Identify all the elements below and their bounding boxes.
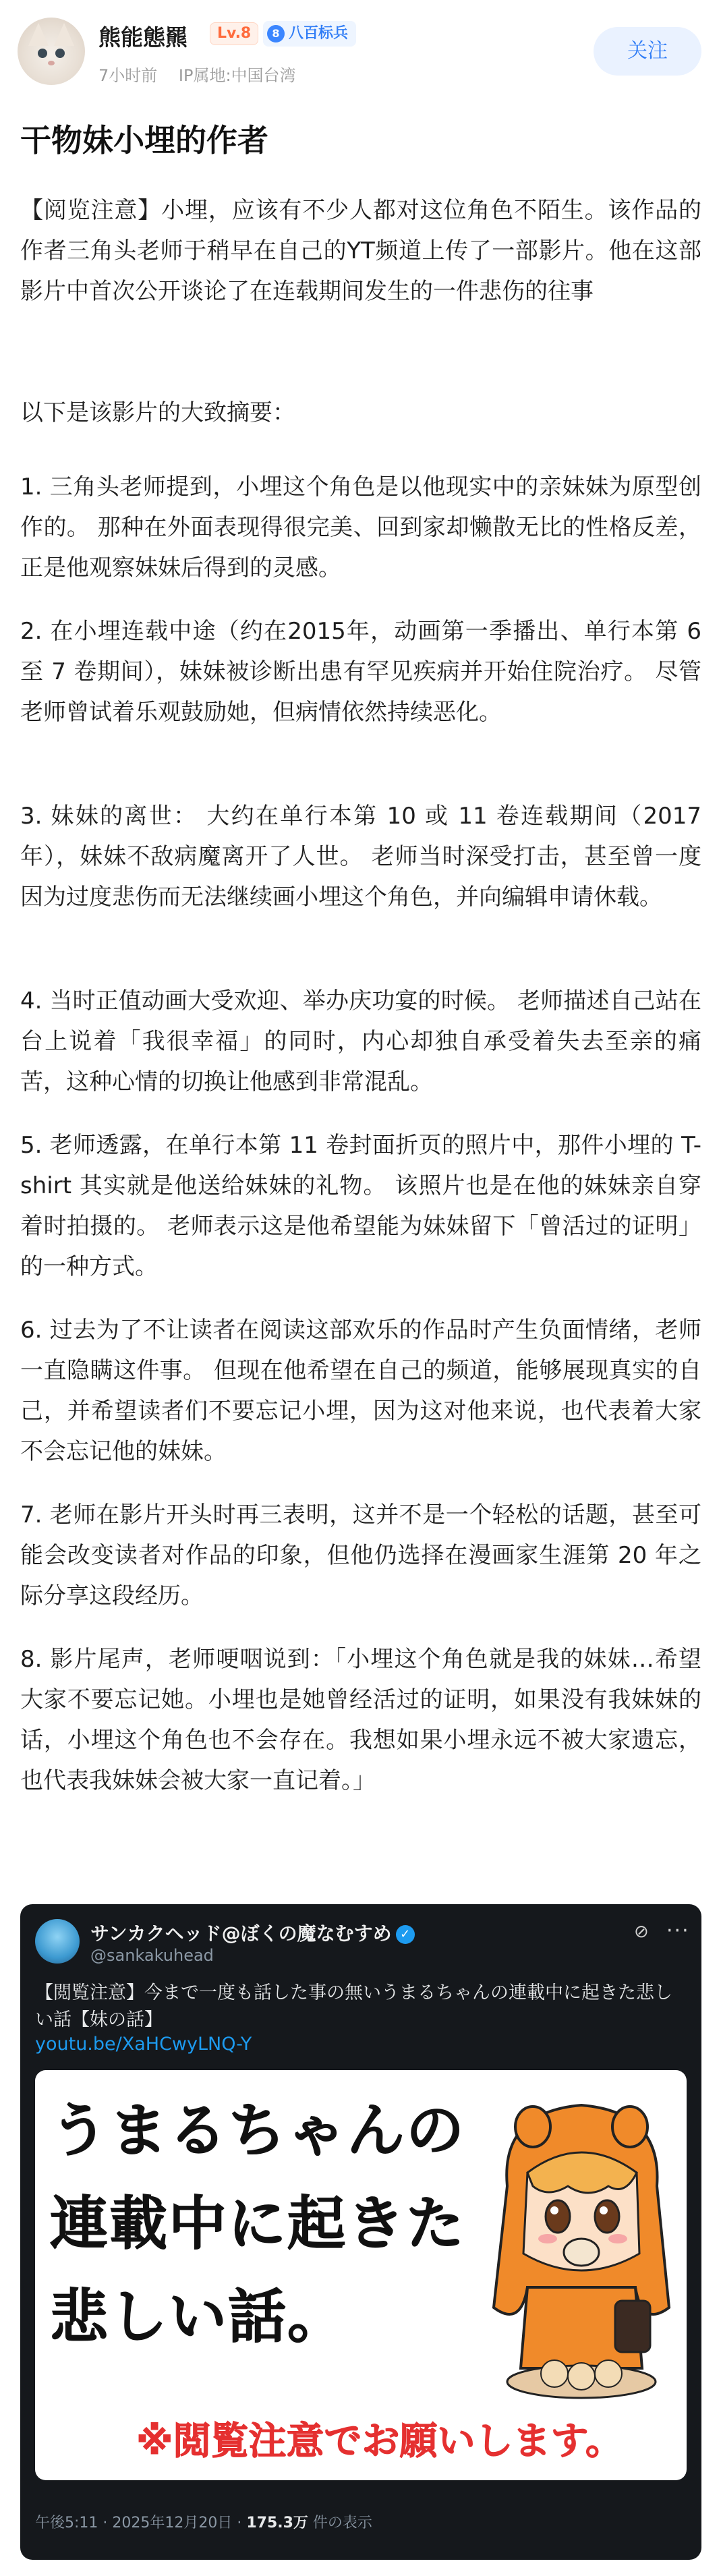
post-paragraph-2: 2. 在小埋连载中途（约在2015年，动画第一季播出、单行本第 6 至 7 卷期间），妹妹被诊断出患有罕见疾病并开始住院治疗。 尽管老师曾试着乐观鼓励她，但病情依然持续恶化。 xyxy=(20,618,701,726)
cat-ear-left xyxy=(28,23,49,46)
post-paragraph-summary-heading: 以下是该影片的大致摘要： xyxy=(20,399,295,426)
post-time: 7小时前 xyxy=(98,66,158,85)
tweet-view-suffix: 件の表示 xyxy=(308,2515,372,2531)
tweet-link[interactable]: youtu.be/XaHCwyLNQ-Y xyxy=(35,2034,252,2055)
username[interactable]: 熊能態羆 xyxy=(98,24,188,51)
post-meta xyxy=(98,62,296,86)
tweet-author-handle: @sankakuhead xyxy=(90,1946,214,1965)
tweet-author-name[interactable] xyxy=(90,1919,415,1946)
user-avatar[interactable] xyxy=(18,18,85,85)
post-paragraph-intro: 【阅览注意】小埋，应该有不少人都对这位角色不陌生。该作品的作者三角头老师于稍早在自己的YT频道上传了一部影片。他在这部影片中首次公开谈论了在连载期间发生的一件悲伤的往事 xyxy=(20,197,701,305)
tweet-view-count: 175.3万 xyxy=(246,2515,308,2531)
post-paragraph-4: 4. 当时正值动画大受欢迎、举办庆功宴的时候。 老师描述自己站在台上说着「我很幸福」的同时，内心却独自承受着失去至亲的痛苦，这种心情的切换让他感到非常混乱。 xyxy=(20,988,701,1095)
cat-eye-left xyxy=(38,49,47,58)
more-options-icon[interactable]: ··· xyxy=(666,1919,690,1943)
post-paragraph-5: 5. 老师透露，在单行本第 11 卷封面折页的照片中，那件小埋的 T-shirt 其实就是他送给妹妹的礼物。 该照片也是在他的妹妹亲自穿着时拍摄的。 老师表示这是他希望能为妹妹留下「曾活过的证明」的一种方式。 xyxy=(20,1132,701,1280)
umaru-character-illustration xyxy=(480,2085,683,2402)
tweet-timestamp: 午後5:11 · 2025年12月20日 · xyxy=(35,2515,247,2531)
cat-nose xyxy=(48,61,55,65)
verified-icon: ✓ xyxy=(396,1925,415,1944)
post-paragraph-8: 8. 影片尾声，老师哽咽说到：「小埋这个角色就是我的妹妹…希望大家不要忘记她。小埋也是她曾经活过的证明，如果没有我妹妹的话，小埋这个角色也不会存在。我想如果小埋永远不被大家遗忘，也代表我妹妹会被大家一直记着。」 xyxy=(20,1646,701,1794)
tweet-author-avatar[interactable] xyxy=(35,1919,80,1964)
tweet-footer xyxy=(35,2511,372,2532)
tweet-thumbnail-image[interactable] xyxy=(35,2070,687,2480)
post-header xyxy=(0,0,721,101)
follow-button[interactable]: 关注 xyxy=(594,27,701,76)
rank-badge xyxy=(263,21,356,47)
rank-label: 八百标兵 xyxy=(289,25,349,42)
thumbnail-caution-text: ※閲覧注意でお願いします。 xyxy=(136,2420,623,2463)
post-paragraph-1: 1. 三角头老师提到，小埋这个角色是以他现实中的亲妹妹为原型创作的。 那种在外面表现得很完美、回到家却懒散无比的性格反差，正是他观察妹妹后得到的灵感。 xyxy=(20,474,701,581)
embedded-tweet[interactable] xyxy=(20,1904,701,2560)
tweet-author-name-text: サンカクヘッド@ぼくの魔なむすめ xyxy=(90,1922,392,1945)
thumbnail-text-line-2: 連載中に起きた xyxy=(50,2190,465,2258)
cat-ear-right xyxy=(54,23,74,46)
post-paragraph-3: 3. 妹妹的离世： 大约在单行本第 10 或 11 卷连载期间（2017年），妹妹不敌病魔离开了人世。 老师当时深受打击，甚至曾一度因为过度悲伤而无法继续画小埋这个角色，并向编辑申请休载。 xyxy=(20,803,701,911)
post-paragraph-7: 7. 老师在影片开头时再三表明，这并不是一个轻松的话题，甚至可能会改变读者对作品的印象，但他仍选择在漫画家生涯第 20 年之际分享这段经历。 xyxy=(20,1501,701,1609)
thumbnail-text-line-3: 悲しい話。 xyxy=(50,2283,347,2351)
cat-eye-right xyxy=(55,49,65,58)
grok-icon[interactable]: ⊘ xyxy=(634,1922,649,1942)
thumbnail-text-line-1: うまるちゃんの xyxy=(50,2097,465,2165)
level-badge: Lv.8 xyxy=(210,22,258,45)
rank-medal-icon: 8 xyxy=(267,25,285,42)
post-title: 干物妹小埋的作者 xyxy=(20,122,268,159)
tweet-text: 【閲覧注意】今まで一度も話した事の無いうまるちゃんの連載中に起きた悲しい話【妹の話】 xyxy=(35,1982,672,2030)
ip-location: IP属地:中国台湾 xyxy=(178,66,296,85)
post-paragraph-6: 6. 过去为了不让读者在阅读这部欢乐的作品时产生负面情绪，老师一直隐瞒这件事。 但现在他希望在自己的频道，能够展现真实的自己，并希望读者们不要忘记小埋，因为这对他来说，也代表着大家不会忘记他的妹妹。 xyxy=(20,1317,701,1465)
